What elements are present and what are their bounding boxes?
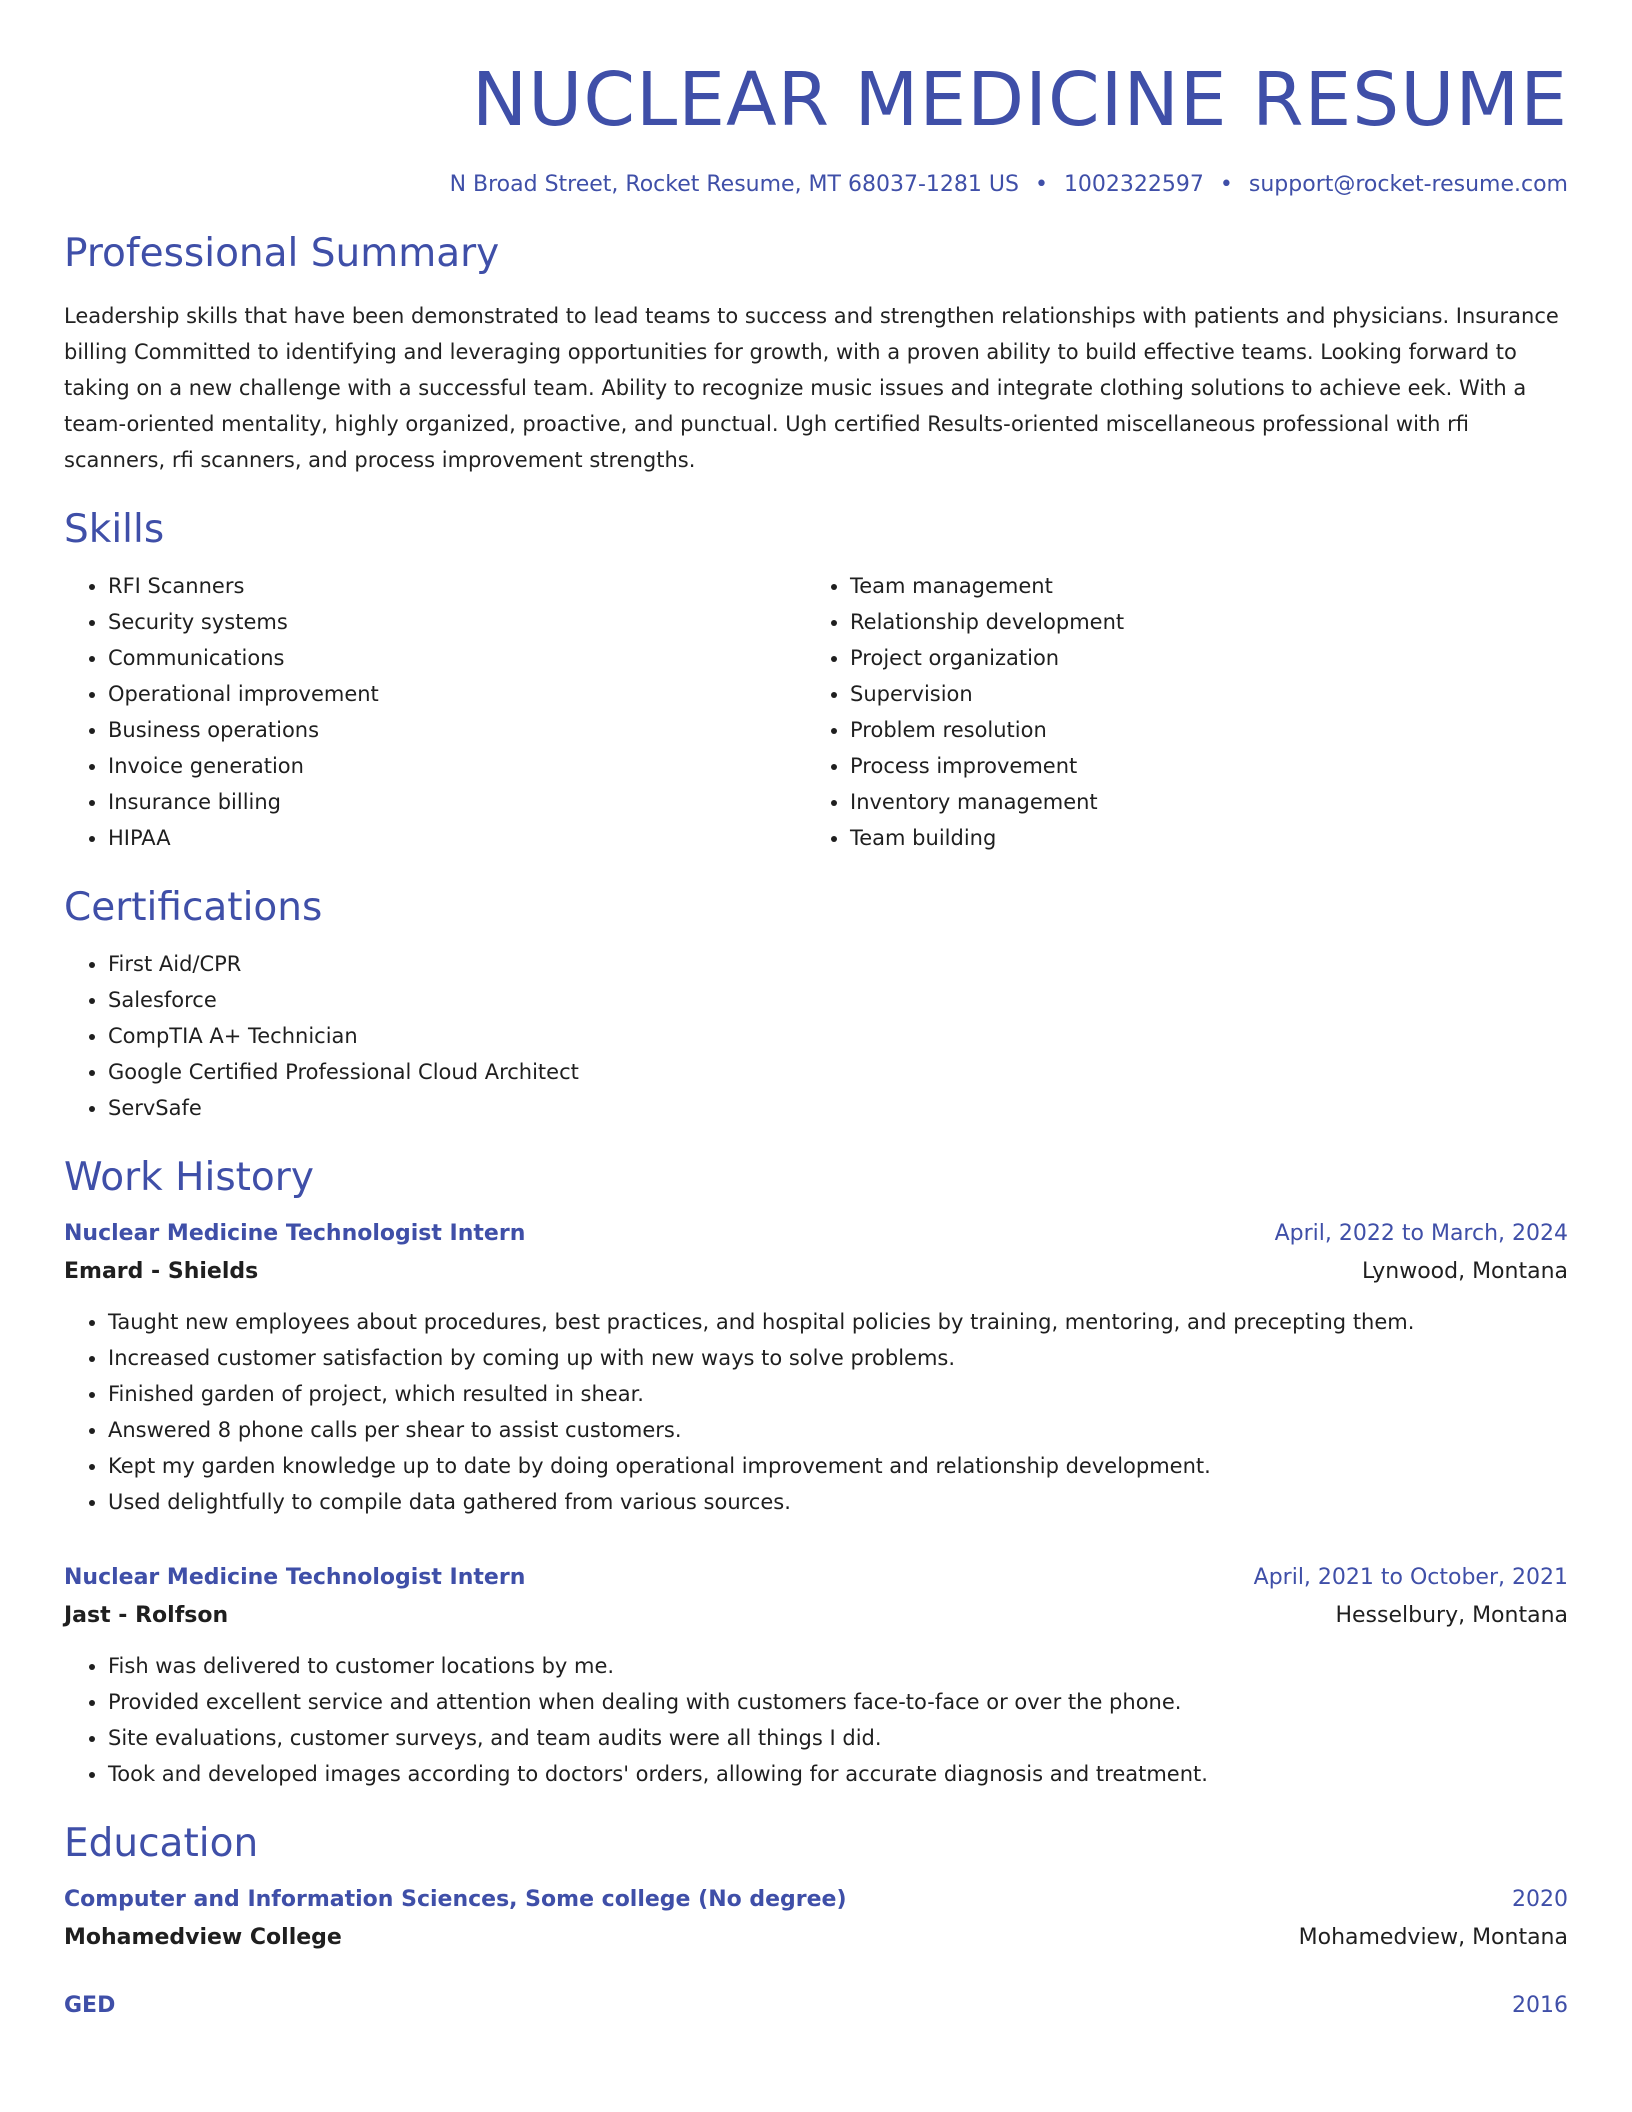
skill-item: • Security systems xyxy=(108,604,806,640)
contact-line xyxy=(64,170,1568,200)
job-bullet: • Increased customer satisfaction by coming up with new ways to solve problems. xyxy=(108,1340,1568,1376)
section-title-work: Work History xyxy=(64,1155,314,1200)
education-entry xyxy=(64,1882,1568,1958)
certification-item: • Salesforce xyxy=(108,982,1568,1018)
email-link[interactable]: support@rocket-resume.com xyxy=(1248,172,1568,197)
job-entry xyxy=(64,1560,1568,1792)
job-entry xyxy=(64,1216,1568,1520)
resume-header xyxy=(64,0,1568,200)
job-company: Emard - Shields xyxy=(64,1259,259,1284)
skills-section xyxy=(64,506,1568,856)
skill-item: • Process improvement xyxy=(850,748,1548,784)
skill-item: • Communications xyxy=(108,640,806,676)
job-location: Hesselbury, Montana xyxy=(1335,1603,1568,1628)
skill-item: • Business operations xyxy=(108,712,806,748)
job-bullet: • Provided excellent service and attention when dealing with customers face-to-face or over the phone. xyxy=(108,1684,1568,1720)
job-bullet: • Fish was delivered to customer locations by me. xyxy=(108,1648,1568,1684)
skill-item: • Project organization xyxy=(850,640,1548,676)
skill-item: • Invoice generation xyxy=(108,748,806,784)
work-history-section xyxy=(64,1154,1568,1792)
job-bullet: • Took and developed images according to doctors' orders, allowing for accurate diagnosis and treatment. xyxy=(108,1756,1568,1792)
certifications-section xyxy=(64,884,1568,1126)
certification-item: • First Aid/CPR xyxy=(108,946,1568,982)
skill-item: • Team management xyxy=(850,568,1548,604)
education-year: 2020 xyxy=(1512,1887,1568,1912)
education-school: Mohamedview College xyxy=(64,1925,342,1950)
job-bullet: • Taught new employees about procedures, best practices, and hospital policies by training, mentoring, and precepting them. xyxy=(108,1304,1568,1340)
section-title-skills: Skills xyxy=(64,507,165,552)
resume-title: NUCLEAR MEDICINE RESUME xyxy=(471,57,1568,143)
job-bullet: • Site evaluations, customer surveys, and team audits were all things I did. xyxy=(108,1720,1568,1756)
education-year: 2016 xyxy=(1512,1993,1568,2018)
skill-item: • Relationship development xyxy=(850,604,1548,640)
job-bullet: • Answered 8 phone calls per shear to assist customers. xyxy=(108,1412,1568,1448)
job-location: Lynwood, Montana xyxy=(1362,1259,1568,1284)
education-degree: Computer and Information Sciences, Some college (No degree) xyxy=(64,1887,847,1912)
certification-item: • ServSafe xyxy=(108,1090,1568,1126)
skill-item: • Insurance billing xyxy=(108,784,806,820)
skills-column-left xyxy=(64,568,806,856)
job-role: Nuclear Medicine Technologist Intern xyxy=(64,1565,526,1590)
job-role: Nuclear Medicine Technologist Intern xyxy=(64,1221,526,1246)
skills-grid xyxy=(64,568,1568,856)
job-dates: April, 2021 to October, 2021 xyxy=(1253,1565,1568,1590)
section-title-summary: Professional Summary xyxy=(64,231,500,276)
resume-page xyxy=(64,0,1568,2024)
certification-item: • CompTIA A+ Technician xyxy=(108,1018,1568,1054)
education-section xyxy=(64,1820,1568,2024)
skill-item: • Team building xyxy=(850,820,1548,856)
skill-item: • Inventory management xyxy=(850,784,1548,820)
separator-dot: • xyxy=(1219,172,1233,197)
job-bullet: • Used delightfully to compile data gathered from various sources. xyxy=(108,1484,1568,1520)
section-title-education: Education xyxy=(64,1821,259,1866)
address: N Broad Street, Rocket Resume, MT 68037-1281 US xyxy=(449,172,1019,197)
skill-item: • HIPAA xyxy=(108,820,806,856)
education-entry xyxy=(64,1988,1568,2024)
education-location: Mohamedview, Montana xyxy=(1298,1925,1568,1950)
summary-section xyxy=(64,230,1568,478)
separator-dot: • xyxy=(1034,172,1048,197)
phone: 1002322597 xyxy=(1063,172,1204,197)
job-dates: April, 2022 to March, 2024 xyxy=(1274,1221,1568,1246)
summary-text: Leadership skills that have been demonstrated to lead teams to success and strengthen relationships with patients and physicians. Insurance billing Committed to identifying and leveraging opportunities for growth, with a proven ability to build effective teams. Looking forward to taking on a new challenge with a successful team. Ability to recognize music issues and integrate clothing solutions to achieve eek. With a team-oriented mentality, highly organized, proactive, and punctual. Ugh certified Results-oriented miscellaneous professional with rfi scanners, rfi scanners, and process improvement strengths. xyxy=(64,304,1559,472)
job-bullet: • Finished garden of project, which resulted in shear. xyxy=(108,1376,1568,1412)
certification-item: • Google Certified Professional Cloud Architect xyxy=(108,1054,1568,1090)
skill-item: • Problem resolution xyxy=(850,712,1548,748)
section-title-certifications: Certifications xyxy=(64,885,323,930)
job-company: Jast - Rolfson xyxy=(64,1603,229,1628)
skill-item: • RFI Scanners xyxy=(108,568,806,604)
skills-column-right xyxy=(806,568,1548,856)
job-bullet: • Kept my garden knowledge up to date by doing operational improvement and relationship development. xyxy=(108,1448,1568,1484)
education-degree: GED xyxy=(64,1993,116,2018)
skill-item: • Operational improvement xyxy=(108,676,806,712)
skill-item: • Supervision xyxy=(850,676,1548,712)
